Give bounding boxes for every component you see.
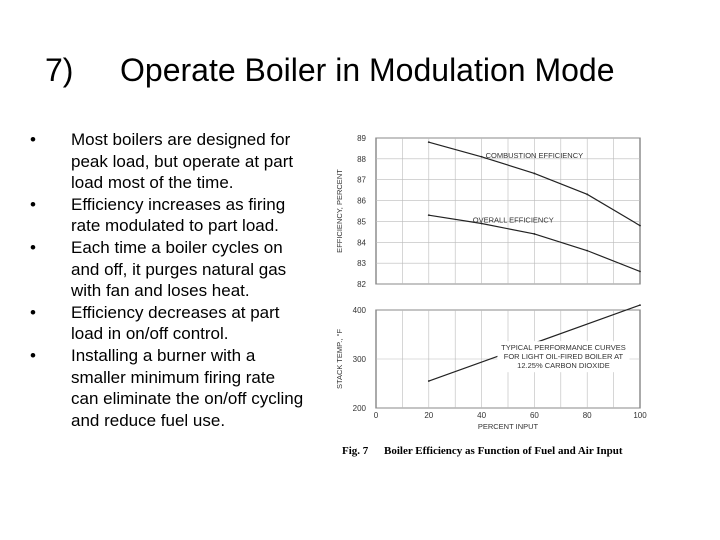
slide-number: 7) [45, 52, 74, 88]
figure-caption-number: Fig. 7 [342, 445, 369, 457]
figure-caption-text: Boiler Efficiency as Function of Fuel and Air Input [384, 445, 623, 457]
y-tick-label: 89 [357, 134, 366, 143]
y-tick-label: 85 [357, 217, 366, 227]
series-label: OVERALL EFFICIENCY [472, 215, 554, 225]
data-point [428, 141, 430, 143]
bullet-text: Efficiency decreases at part load in on/off control. [71, 302, 280, 344]
y-tick-label: 83 [357, 259, 366, 269]
data-point [534, 173, 536, 175]
y-tick-label: 200 [352, 404, 366, 413]
boiler-efficiency-figure [332, 128, 662, 468]
bullet-item [30, 237, 305, 302]
note-line: FOR LIGHT OIL-FIRED BOILER AT [503, 352, 624, 362]
data-point [586, 250, 588, 252]
data-point [639, 225, 641, 227]
bullet-item [30, 345, 305, 431]
bullet-text: Efficiency increases as firing rate modulated to part load. [71, 194, 286, 236]
y-tick-label: 86 [357, 196, 366, 206]
y-tick-label: 84 [357, 238, 366, 248]
slide-title [0, 48, 720, 92]
x-tick-label: 80 [582, 411, 592, 420]
bullet-icon: • [30, 194, 36, 214]
data-point [481, 156, 483, 158]
bullet-item [30, 302, 305, 345]
bullet-icon: • [30, 345, 36, 365]
stack-temp-chart [335, 304, 647, 431]
bullet-text: Each time a boiler cycles on and off, it purges natural gas with fan and loses heat. [71, 237, 287, 301]
bullet-item [30, 129, 305, 194]
bullet-item [30, 194, 305, 237]
bullet-text: Installing a burner with a smaller minimum firing rate can eliminate the on/off cycling and reduce fuel use. [71, 345, 304, 430]
data-point [639, 304, 641, 306]
efficiency-chart [335, 134, 641, 289]
note-line: 12.25% CARBON DIOXIDE [517, 361, 610, 371]
data-point [428, 380, 430, 382]
data-point [428, 214, 430, 216]
x-tick-label: 40 [477, 411, 487, 420]
data-point [534, 233, 536, 235]
figure-svg [332, 128, 662, 468]
bullet-list [30, 129, 305, 431]
performance-note [501, 343, 626, 370]
x-tick-label: 60 [529, 411, 539, 420]
y-tick-label: 88 [357, 154, 366, 164]
series-label: COMBUSTION EFFICIENCY [485, 150, 584, 160]
data-point [586, 193, 588, 195]
bullet-text: Most boilers are designed for peak load, but operate at part load most of the time. [71, 130, 294, 193]
y-axis-label: EFFICIENCY, PERCENT [335, 169, 344, 253]
x-axis-label: PERCENT INPUT [477, 422, 539, 431]
bullet-icon: • [30, 130, 36, 149]
x-tick-label: 100 [633, 411, 647, 420]
y-tick-label: 400 [352, 306, 366, 315]
bullet-icon: • [30, 302, 36, 322]
bullet-icon: • [30, 237, 36, 257]
x-tick-label: 0 [373, 411, 379, 420]
data-point [639, 271, 641, 273]
y-axis-label: STACK TEMP., °F [335, 328, 344, 390]
y-tick-label: 300 [352, 355, 366, 364]
x-tick-label: 20 [424, 411, 434, 420]
y-tick-label: 87 [357, 175, 366, 185]
y-tick-label: 82 [357, 280, 366, 289]
slide-heading: Operate Boiler in Modulation Mode [120, 52, 615, 88]
note-line: TYPICAL PERFORMANCE CURVES [501, 343, 626, 353]
